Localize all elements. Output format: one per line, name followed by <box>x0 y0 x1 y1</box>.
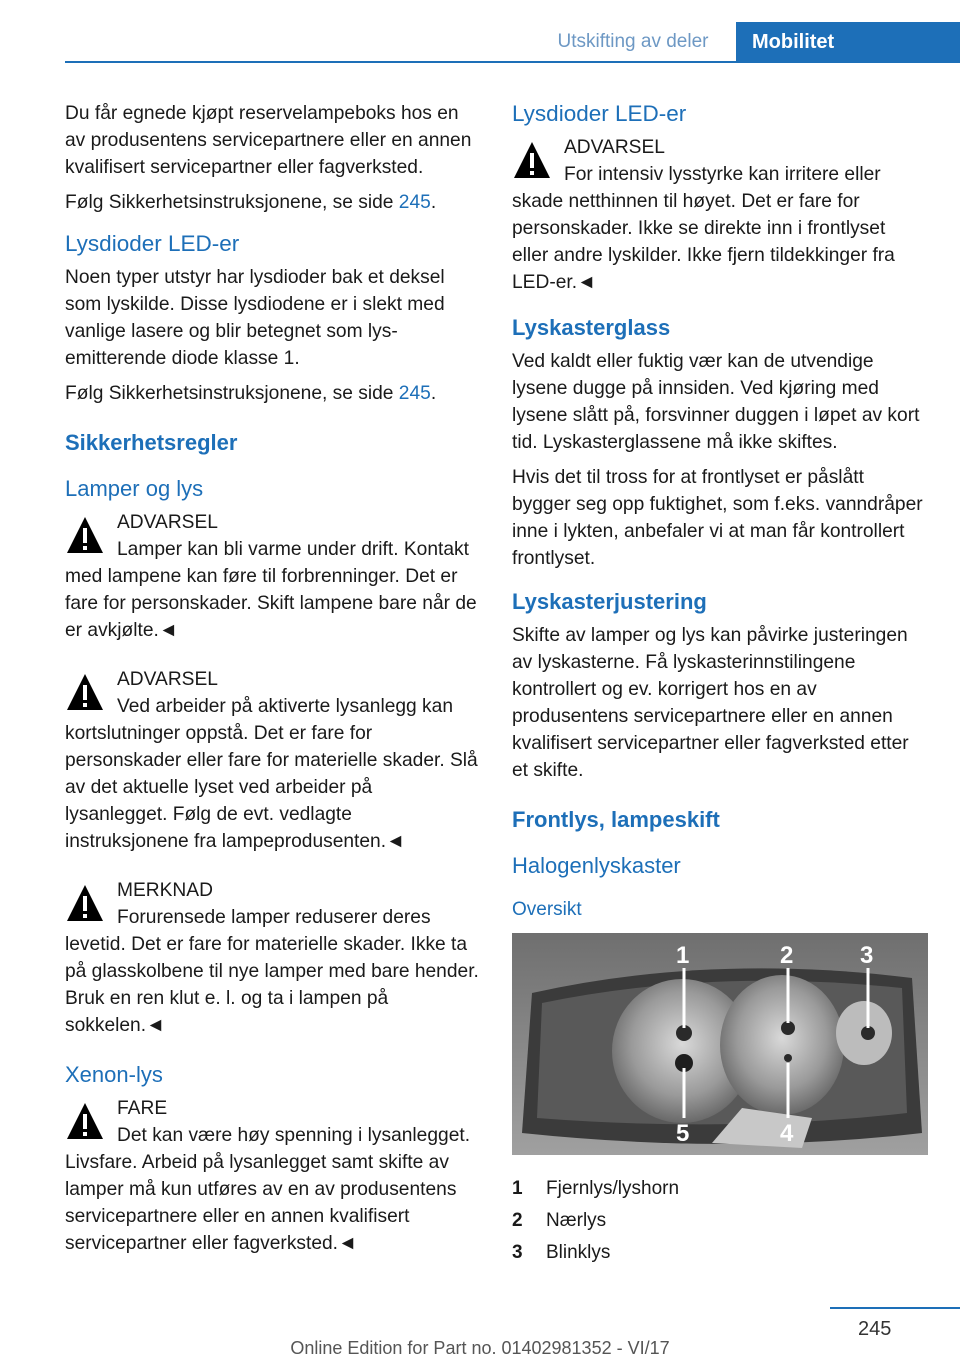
warning-title: ADVARSEL <box>564 137 665 158</box>
chapter-tab: Mobilitet <box>736 22 960 62</box>
led-heading: Lysdioder LED-er <box>65 231 240 256</box>
legend-number: 2 <box>512 1210 523 1231</box>
glass-paragraph-2: Hvis det til tross for at frontlyset er påslått bygger seg opp fuktighet, som f.eks. vanndråper inne i lykten, anbefaler vi at man får kontrollert frontlyset. <box>512 467 923 569</box>
figure-label-4: 4 <box>780 1120 794 1147</box>
figure-label-1: 1 <box>676 942 690 969</box>
legend-text: Fjernlys/lyshorn <box>546 1178 680 1199</box>
warning-triangle-icon <box>65 670 105 714</box>
danger-block <box>65 1095 479 1257</box>
warning-text: For intensiv lysstyrke kan irritere eller skade netthinnen til høyet. Det er fare for personskader. Ikke se direkte inn i frontlyset eller andre lyskilder. Ikke fjern tildekkinger fra LED-er.◄ <box>512 164 895 293</box>
warning-block <box>65 509 479 644</box>
warning-triangle-icon <box>65 513 105 557</box>
danger-title: FARE <box>117 1098 168 1119</box>
safety-heading: Sikkerhetsregler <box>65 430 238 455</box>
led-heading-right: Lysdioder LED-er <box>512 101 687 126</box>
front-heading: Frontlys, lampeskift <box>512 807 720 832</box>
legend-text: Nærlys <box>546 1210 607 1231</box>
headlight-figure <box>512 933 928 1155</box>
left-column <box>65 100 479 1279</box>
warning-block <box>65 666 479 855</box>
page-link[interactable]: 245 <box>398 383 431 404</box>
warning-title: ADVARSEL <box>117 669 218 690</box>
warning-title: ADVARSEL <box>117 512 218 533</box>
figure-label-3: 3 <box>860 942 874 969</box>
headlight-illustration <box>512 933 928 1155</box>
footer-rule <box>830 1307 960 1309</box>
warning-text: Ved arbeider på aktiverte lysanlegg kan kortslutninger oppstå. Det er fare for personskader eller fare for materielle skader. Slå av det aktuelle lyset ved arbeider på lysanlegget. Følg de evt. vedlagte instruksjonene fra lampeprodusenten.◄ <box>65 696 478 852</box>
glass-heading: Lyskasterglass <box>512 315 671 340</box>
xenon-heading: Xenon-lys <box>65 1062 163 1087</box>
intro-follow-paragraph: Følg Sikkerhetsinstruksjonene, se side 245. <box>65 192 437 213</box>
adjust-heading: Lyskasterjustering <box>512 589 707 614</box>
page-number: 245 <box>858 1318 892 1340</box>
danger-text: Det kan være høy spenning i lysanlegget. Livsfare. Arbeid på lysanlegget samt skifte av lamper må kun utføres av en av produsentens servicepartnere eller en annen kvalifisert servicepartner eller fagverksted.◄ <box>65 1125 471 1254</box>
edition-footer: Online Edition for Part no. 01402981352 - VI/17 <box>290 1338 670 1358</box>
legend-text: Blinklys <box>546 1242 611 1263</box>
figure-label-5: 5 <box>676 1120 690 1147</box>
lamps-heading: Lamper og lys <box>65 476 204 501</box>
halogen-heading: Halogenlyskaster <box>512 853 681 878</box>
legend-item <box>512 1205 926 1237</box>
warning-block <box>512 134 926 296</box>
warning-triangle-icon <box>65 881 105 925</box>
legend-number: 1 <box>512 1178 523 1199</box>
page-link[interactable]: 245 <box>398 192 431 213</box>
adjust-paragraph: Skifte av lamper og lys kan påvirke justeringen av lyskasterne. Få lyskasterinnstilingene kontrollert og ev. korrigert hos en av produsentens servicepartnere eller en annen kvalifisert servicepartner eller fagverksted etter et skifte. <box>512 625 909 781</box>
section-tab: Utskifting av deler <box>557 31 709 52</box>
note-block <box>65 877 479 1039</box>
warning-text: Lamper kan bli varme under drift. Kontakt med lampene kan føre til forbrenninger. Det er fare for personskader. Skift lampene bare når de er avkjølte.◄ <box>65 539 477 641</box>
overview-heading: Oversikt <box>512 899 582 920</box>
header-rule <box>65 61 960 63</box>
figure-label-2: 2 <box>780 942 794 969</box>
glass-paragraph-1: Ved kaldt eller fuktig vær kan de utvendige lysene dugge på innsiden. Ved kjøring med lysene slått på, forsvinner duggen i løpet av kort tid. Lyskasterglassene må ikke skiftes. <box>512 351 920 453</box>
led-paragraph: Noen typer utstyr har lysdioder bak et deksel som lyskilde. Disse lysdiodene er i slekt med vanlige lasere og blir betegnet som lys-emitterende diode klasse 1. <box>65 267 445 369</box>
warning-triangle-icon <box>65 1099 105 1143</box>
intro-paragraph: Du får egnede kjøpt reservelampeboks hos en av produsentens servicepartnere eller en annen kvalifisert servicepartner eller fagverksted. <box>65 103 472 178</box>
note-text: Forurensede lamper reduserer deres levetid. Det er fare for materielle skader. Ikke ta på glasskolbene til nye lamper med bare hender. Bruk en ren klut e. l. og ta i lampen på sokkelen.◄ <box>65 907 479 1036</box>
note-title: MERKNAD <box>117 880 213 901</box>
right-column <box>512 100 926 1269</box>
legend-number: 3 <box>512 1242 523 1263</box>
led-follow-paragraph: Følg Sikkerhetsinstruksjonene, se side 245. <box>65 383 437 404</box>
warning-triangle-icon <box>512 138 552 182</box>
legend-item <box>512 1173 926 1205</box>
legend-item <box>512 1237 926 1269</box>
